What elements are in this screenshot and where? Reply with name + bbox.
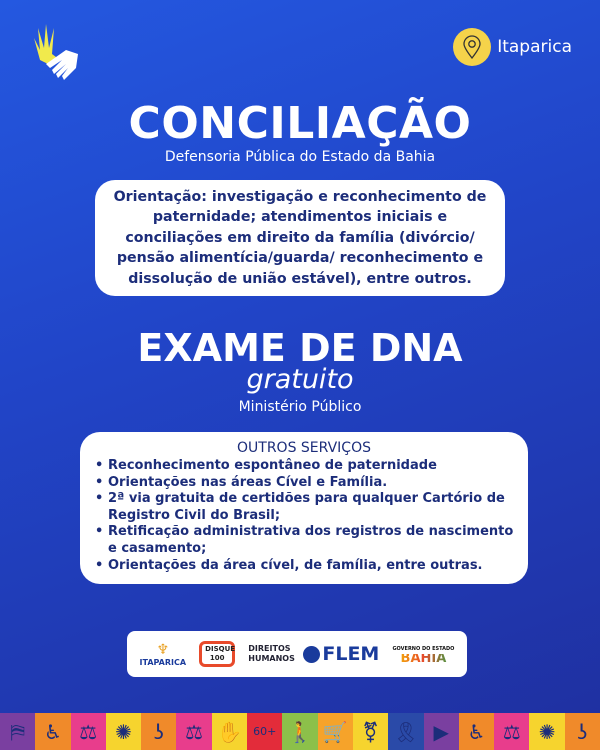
defensoria-subtitle: Defensoria Pública do Estado da Bahia [164, 149, 436, 165]
services-list [94, 458, 514, 574]
itaparica-logo [140, 642, 187, 667]
services-box [80, 432, 528, 584]
inclusion-tile-icon: ʖ [141, 713, 176, 750]
location-badge [453, 28, 572, 66]
conciliacao-description-box [95, 180, 505, 296]
accessibility-icon-strip [0, 713, 600, 750]
inclusion-tile-icon: ✺ [106, 713, 141, 750]
governo-bahia-wordmark: BAHIA [392, 654, 454, 664]
partner-logos-bar [127, 631, 467, 677]
governo-bahia-logo [392, 644, 454, 664]
list-item: • 2ª via gratuita de certidões para qualquer Cartório de Registro Civil do Brasil; [94, 491, 514, 524]
dna-tagline: gratuito [246, 364, 354, 395]
list-item: • Retificação administrativa dos registros de nascimento e casamento; [94, 524, 514, 557]
inclusion-tile-icon: ʖ [565, 713, 600, 750]
conciliacao-title: CONCILIAÇÃO [128, 98, 472, 149]
flem-logo [303, 643, 379, 665]
location-label: Itaparica [497, 37, 572, 57]
inclusion-tile-icon: 60+ [247, 713, 282, 750]
flem-triangle-icon [303, 646, 320, 663]
inclusion-tile-icon: ⚧ [353, 713, 388, 750]
list-item: • Orientações da área cível, de família, entre outras. [94, 558, 514, 575]
map-pin-icon [453, 28, 491, 66]
itaparica-emblem-icon: ♆ [156, 641, 170, 658]
itaparica-logo-label: ITAPARICA [139, 657, 187, 667]
inclusion-tile-icon: ▶ [424, 713, 459, 750]
dna-provider: Ministério Público [238, 399, 362, 415]
inclusion-tile-icon: ⚖ [176, 713, 211, 750]
conciliacao-description: Orientação: investigação e reconhecimento de paternidade; atendimentos iniciais e conciliações em direito da família (divórcio/ pensão alimentícia/guarda/ reconhecimento e dissolução de união estável), entre outros. [113, 188, 487, 287]
sign-language-hands-icon [26, 20, 88, 82]
dna-title: EXAME DE DNA [137, 326, 463, 370]
disque-100-logo: DISQUE 100 [199, 641, 235, 667]
inclusion-tile-icon: 🛒 [318, 713, 353, 750]
direitos-humanos-logo: DIREITOS HUMANOS [248, 644, 295, 663]
inclusion-tile-icon: 🚶 [282, 713, 317, 750]
list-item: • Orientações nas áreas Cível e Família. [94, 475, 514, 492]
inclusion-tile-icon: ⛿ [0, 713, 35, 750]
inclusion-tile-icon: ✺ [529, 713, 564, 750]
inclusion-tile-icon: ♿ [35, 713, 70, 750]
flem-logo-label: FLEM [322, 643, 380, 665]
inclusion-tile-icon: 🎗 [388, 713, 423, 750]
list-item: • Reconhecimento espontâneo de paternidade [94, 458, 514, 475]
inclusion-tile-icon: ♿ [459, 713, 494, 750]
inclusion-tile-icon: ⚖ [494, 713, 529, 750]
governo-bahia-caption: GOVERNO DO ESTADO [392, 646, 455, 652]
inclusion-tile-icon: ✋ [212, 713, 247, 750]
inclusion-tile-icon: ⚖ [71, 713, 106, 750]
services-heading: OUTROS SERVIÇOS [237, 440, 371, 456]
